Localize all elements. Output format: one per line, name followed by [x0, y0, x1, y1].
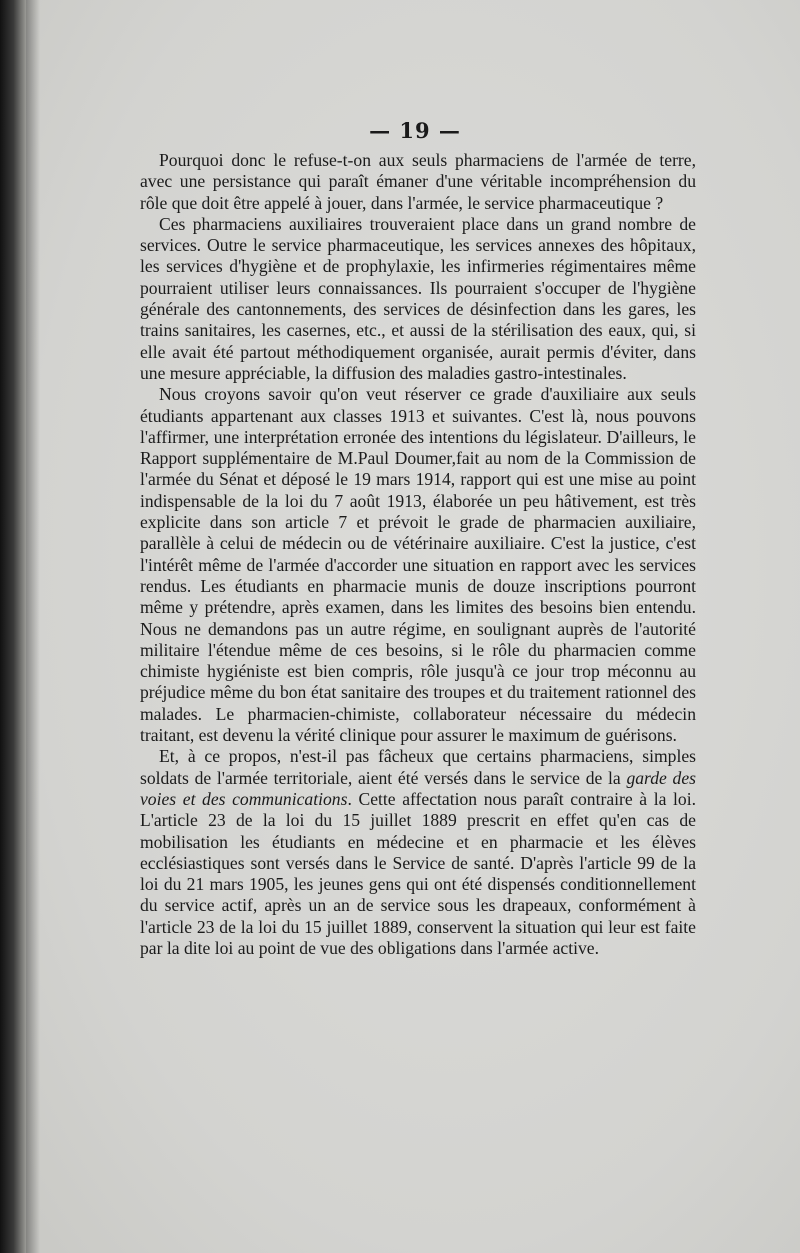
paragraph-4-end: . Cette affectation nous paraît contraire à la loi. L'article 23 de la loi du 15 juillet 1889 prescrit en effet qu'en cas de mobilisation les étudiants en médecine et en pharmacie et les élèves ecclésiastiques sont versés dans le Service de santé. D'après l'article 99 de la loi du 21 mars 1905, les jeunes gens qui ont été dispensés conditionnellement du service actif, après un an de service sous les drapeaux, conformément à l'article 23 de la loi du 15 juillet 1889, conservent la situation qui leur est faite par la dite loi au point de vue des obligations dans l'armée active. [140, 788, 697, 958]
body-text [140, 150, 696, 959]
paragraph-1: Pourquoi donc le refuse-t-on aux seuls pharmaciens de l'armée de terre, avec une persistance qui paraît émaner d'une véritable incompréhension du rôle que doit être appelé à jouer, dans l'armée, le service pharmaceutique ? [140, 150, 696, 213]
paragraph-2: Ces pharmaciens auxiliaires trouveraient place dans un grand nombre de services. Outre le service pharmaceutique, les services annexes des hôpitaux, les services d'hygiène et de prophylaxie, les infirmeries régimentaires même pourraient utiliser leurs connaissances. Ils pourraient s'occuper de l'hygiène générale des cantonnements, des services de désinfection dans les gares, les trains sanitaires, les casernes, etc., et aussi de la stérilisation des eaux, qui, si elle avait été partout méthodiquement organisée, aurait permis d'éviter, dans une mesure appréciable, la diffusion des maladies gastro-intestinales. [140, 213, 696, 383]
page-number: — 19 — [369, 118, 461, 143]
paragraph-4 [140, 746, 696, 959]
paragraph-3: Nous croyons savoir qu'on veut réserver ce grade d'auxiliaire aux seuls étudiants appartenant aux classes 1913 et suivantes. C'est là, nous pouvons l'affirmer, une interprétation erronée des intentions du législateur. D'ailleurs, le Rapport supplémentaire de M.Paul Doumer,fait au nom de la Commission de l'armée du Sénat et déposé le 19 mars 1914, rapport qui est une mise au point indispensable de la loi du 7 août 1913, élaborée un peu hâtivement, est très explicite dans son article 7 et prévoit le grade de pharmacien auxiliaire, parallèle à celui de médecin ou de vétérinaire auxiliaire. C'est la justice, c'est l'intérêt même de l'armée d'accorder une situation en rapport avec les services rendus. Les étudiants en pharmacie munis de douze inscriptions pourront même y prétendre, après examen, dans les limites des besoins bien entendu. Nous ne demandons pas un autre régime, en soulignant auprès de l'autorité militaire l'étendue même de ces besoins, si le rôle du pharmacien comme chimiste hygiéniste est bien compris, rôle jusqu'à ce jour trop méconnu au préjudice même du bon état sanitaire des troupes et du traitement rationnel des malades. Le pharmacien-chimiste, collaborateur nécessaire du médecin traitant, est devenu la vérité clinique pour assurer le maximum de guérisons. [140, 384, 696, 746]
italic-phrase: garde des voies et des communications [140, 767, 696, 809]
gutter-shadow [26, 0, 40, 1253]
paragraph-4-start: Et, à ce propos, n'est-il pas fâcheux que certains pharmaciens, simples soldats de l'armée territoriale, aient été versés dans le service de la [140, 746, 696, 788]
